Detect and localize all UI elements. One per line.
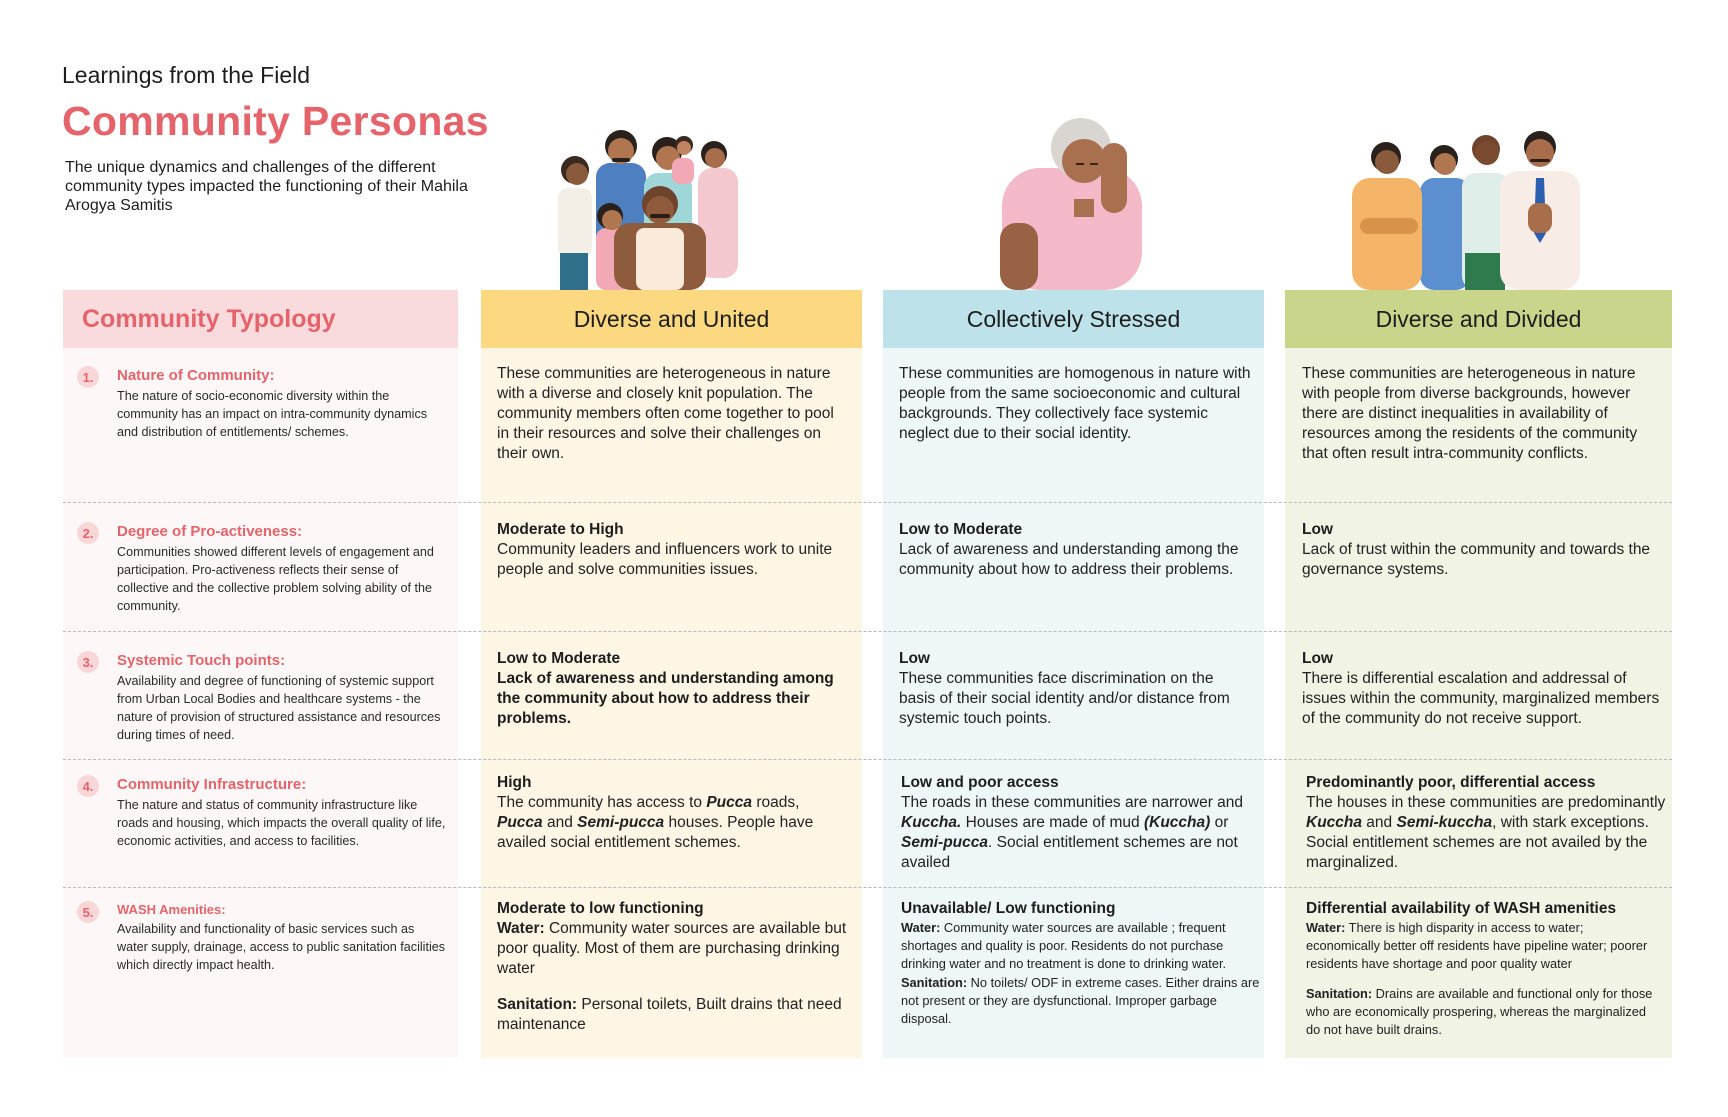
dd-touchpoints-cell — [1302, 649, 1662, 729]
water-label: Water: — [901, 920, 941, 935]
dd-proactiveness-cell — [1302, 520, 1662, 580]
cell-text: These communities are homogenous in nature with people from the same socioeconomic and cultural backgrounds. They collectively face systemic neglect due to their social identity. — [899, 365, 1251, 442]
dd-wash-cell — [1306, 899, 1658, 1039]
du-nature-cell — [497, 364, 849, 464]
row-title: WASH Amenities: — [117, 902, 226, 917]
cell-text — [901, 793, 1253, 873]
emphasis-run: Semi-kuccha — [1396, 814, 1493, 831]
row-divider — [63, 502, 1672, 503]
text-run: roads, — [752, 794, 800, 811]
level-label: Predominantly poor, differential access — [1306, 774, 1596, 791]
row-divider — [63, 631, 1672, 632]
text-run: . Social entitlement schemes are not availed — [901, 834, 1238, 871]
text-run: The houses in these communities are predominantly — [1306, 794, 1666, 811]
cell-text — [1306, 793, 1666, 873]
cs-wash-cell — [901, 899, 1261, 1028]
cs-nature-cell — [899, 364, 1251, 444]
sanitation-text — [901, 974, 1261, 1029]
row-title: Nature of Community: — [117, 367, 275, 384]
row-description: Availability and degree of functioning of systemic support from Urban Local Bodies and healthcare systems - the nature of provision of structured assistance and resources during times of need. — [117, 674, 441, 742]
row-divider — [63, 759, 1672, 760]
sanitation-text — [497, 995, 849, 1035]
row-description: The nature of socio-economic diversity within the community has an impact on intra-community dynamics and distribution of entitlements/ schemes. — [117, 389, 428, 439]
row-number: 2. — [77, 522, 99, 544]
collectively-stressed-header-label: Collectively Stressed — [966, 305, 1181, 332]
du-infrastructure-cell — [497, 773, 849, 853]
family-group-illustration — [552, 118, 772, 290]
cell-text: Lack of awareness and understanding among the community about how to address their problems. — [899, 541, 1239, 578]
text-run: The roads in these communities are narrower and — [901, 794, 1244, 811]
emphasis-run: (Kuccha) — [1143, 814, 1211, 831]
row-title: Degree of Pro-activeness: — [117, 523, 303, 540]
diverse-united-header-label: Diverse and United — [573, 305, 770, 332]
water-value: Community water sources are available ; frequent shortages and quality is poor. Residents do not purchase drinking water and no treatment is done to drinking water. — [901, 920, 1227, 972]
row-number: 3. — [77, 651, 99, 673]
typology-header-label: Community Typology — [82, 304, 336, 333]
cell-text: Lack of trust within the community and towards the governance systems. — [1302, 541, 1651, 578]
cell-text — [497, 793, 849, 853]
water-label: Water: — [497, 920, 545, 937]
level-label: Low and poor access — [901, 774, 1059, 791]
level-label: Low to Moderate — [497, 650, 621, 667]
emphasis-run: Pucca — [497, 814, 543, 831]
dd-nature-cell — [1302, 364, 1662, 464]
cs-proactiveness-cell — [899, 520, 1251, 580]
page-title: Community Personas — [62, 98, 489, 144]
cell-text: These communities face discrimination on the basis of their social identity and/or distance from systemic touch points. — [899, 670, 1230, 727]
page-subtitle: Learnings from the Field — [62, 62, 311, 88]
sanitation-value: Drains are available and functional only for those who are economically prospering, whereas the marginalized do not have built drains. — [1306, 985, 1653, 1038]
row-title: Community Infrastructure: — [117, 776, 307, 793]
row-title: Systemic Touch points: — [117, 652, 286, 669]
divided-group-illustration — [1350, 123, 1600, 290]
sanitation-value: Personal toilets, Built drains that need maintenance — [497, 996, 842, 1033]
du-proactiveness-cell — [497, 520, 849, 580]
water-label: Water: — [1306, 920, 1346, 935]
diverse-divided-header — [1285, 290, 1672, 348]
cell-text: Lack of awareness and understanding among the community about how to address their problems. — [497, 670, 834, 727]
level-label: Moderate to low functioning — [497, 900, 704, 917]
text-run: and — [1362, 814, 1397, 831]
sanitation-label: Sanitation: — [1306, 985, 1373, 1001]
water-text — [1306, 919, 1658, 974]
page-description: The unique dynamics and challenges of the different community types impacted the functioning of their Mahila Arogya Samitis — [65, 159, 468, 214]
du-wash-cell — [497, 899, 849, 1035]
cell-text: There is differential escalation and addressal of issues within the community, marginalized members of the community do not receive support. — [1302, 670, 1660, 727]
level-label: Low — [899, 650, 930, 667]
row-divider — [63, 887, 1672, 888]
level-label: High — [497, 774, 532, 791]
text-run: and — [542, 814, 578, 831]
cs-touchpoints-cell — [899, 649, 1251, 729]
level-label: Low to Moderate — [899, 521, 1023, 538]
sanitation-label: Sanitation: — [497, 996, 578, 1013]
level-label: Moderate to High — [497, 521, 624, 538]
emphasis-run: Kuccha. — [901, 814, 962, 831]
row-description: The nature and status of community infrastructure like roads and housing, which impacts the overall quality of life, economic activities, and access to facilities. — [117, 798, 446, 848]
emphasis-run: Semi-pucca — [901, 834, 989, 851]
stressed-woman-illustration — [996, 113, 1156, 290]
level-label: Differential availability of WASH amenities — [1306, 900, 1617, 917]
water-value: There is high disparity in access to water; economically better off residents have pipeline water; poorer residents have shortage and poor quality water — [1306, 920, 1648, 972]
sanitation-value: No toilets/ ODF in extreme cases. Either drains are not present or they are dysfunctional. Improper garbage disposal. — [901, 974, 1260, 1027]
sanitation-text — [1306, 985, 1658, 1040]
text-run: The community has access to — [497, 794, 707, 811]
level-label: Low — [1302, 650, 1333, 667]
text-run: , with stark exceptions. Social entitlement schemes are not availed by the marginalized. — [1306, 814, 1649, 871]
row-description: Communities showed different levels of engagement and participation. Pro-activeness reflects their sense of collective and the collective problem solving ability of the community. — [117, 545, 434, 613]
cs-infrastructure-cell — [901, 773, 1253, 873]
dd-infrastructure-cell — [1306, 773, 1666, 873]
text-run: houses. People have availed social entitlement schemes. — [497, 814, 814, 851]
diverse-divided-header-label: Diverse and Divided — [1375, 305, 1582, 332]
level-label: Unavailable/ Low functioning — [901, 900, 1116, 917]
text-run: or — [1210, 814, 1229, 831]
collectively-stressed-header — [883, 290, 1264, 348]
row-number: 1. — [77, 366, 99, 388]
emphasis-run: Kuccha — [1306, 814, 1362, 831]
diverse-united-header — [481, 290, 862, 348]
cell-text: These communities are heterogeneous in nature with a diverse and closely knit population. The community members often come together to pool in their resources and solve their challenges on their own. — [497, 365, 834, 462]
typology-header — [63, 290, 458, 348]
water-text — [901, 919, 1261, 974]
emphasis-run: Pucca — [706, 794, 753, 811]
row-number: 5. — [77, 901, 99, 923]
emphasis-run: Semi-pucca — [577, 814, 665, 831]
sanitation-label: Sanitation: — [901, 974, 968, 990]
water-text — [497, 919, 849, 979]
cell-text: These communities are heterogeneous in nature with people from diverse backgrounds, however there are distinct inequalities in availability of resources among the residents of the community that often result intra-community conflicts. — [1302, 365, 1638, 462]
cell-text: Community leaders and influencers work to unite people and solve communities issues. — [497, 541, 833, 578]
water-value: Community water sources are available but poor quality. Most of them are purchasing drinking water — [497, 920, 847, 977]
du-touchpoints-cell — [497, 649, 849, 729]
row-number: 4. — [77, 775, 99, 797]
text-run: Houses are made of mud — [961, 814, 1144, 831]
level-label: Low — [1302, 521, 1333, 538]
row-description: Availability and functionality of basic services such as water supply, drainage, access to public sanitation facilities which directly impact health. — [117, 922, 446, 972]
